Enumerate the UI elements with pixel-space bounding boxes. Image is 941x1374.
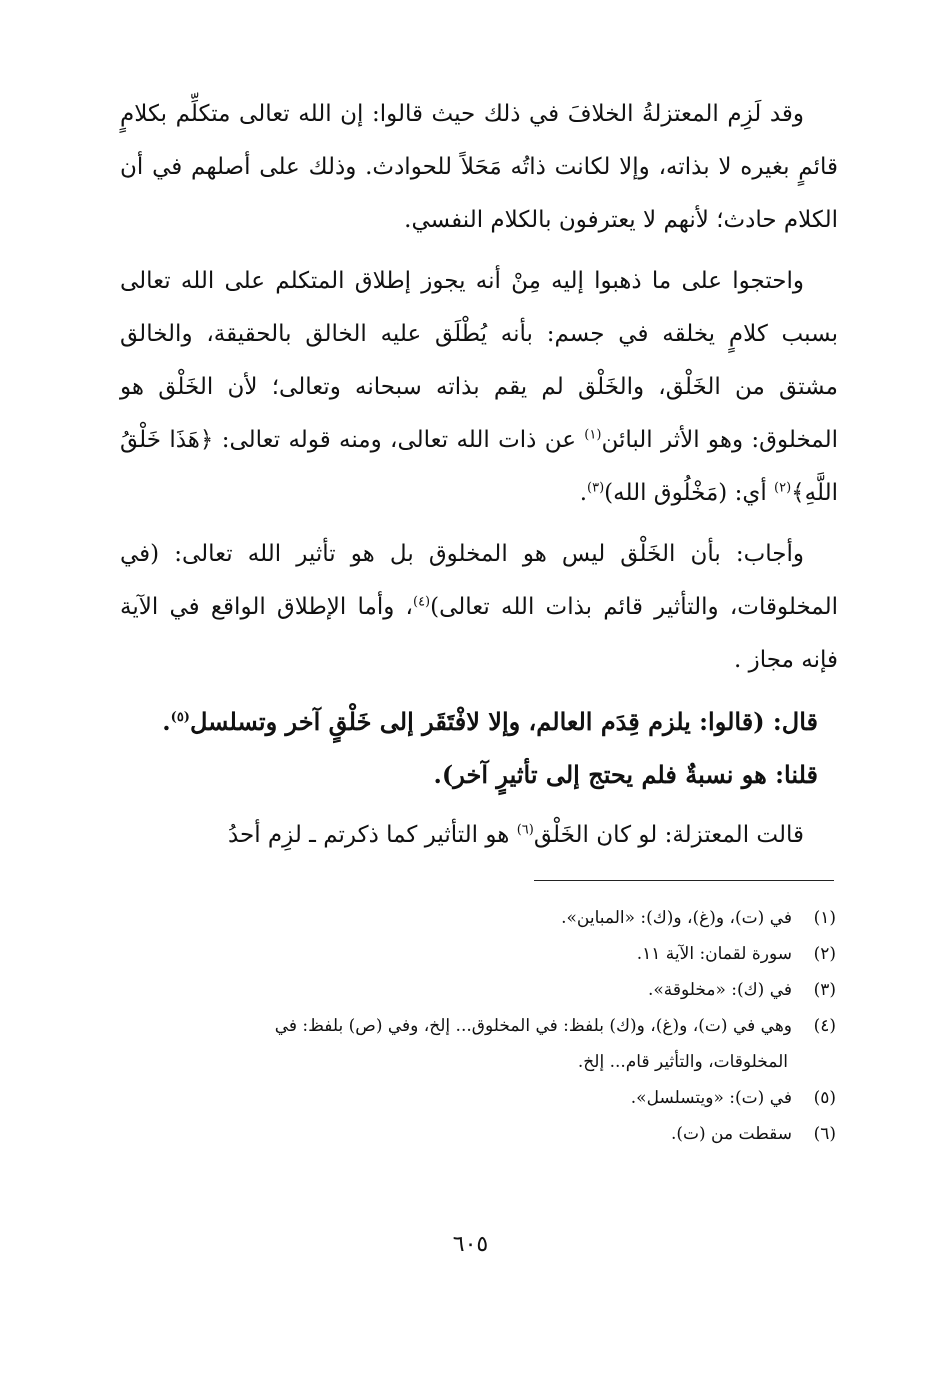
footnote-3-number: (٣)	[813, 980, 836, 1000]
footnote-5-number: (٥)	[813, 1088, 836, 1108]
matn-line-2: قلنا: هو نسبةٌ فلم يحتج إلى تأثيرٍ آخر).	[433, 760, 818, 789]
paragraph-1	[120, 88, 838, 247]
footnote-1-number: (١)	[813, 908, 836, 928]
footnote-6-text: سقطت من (ت).	[670, 1124, 792, 1144]
footnote-ref-1[interactable]: (١)	[584, 427, 602, 443]
paragraph-2-text-c: أي: (مَخْلُوق الله)	[604, 480, 767, 506]
footnote-3-text: في (ك): «مخلوقة».	[647, 980, 792, 1000]
footnote-3	[140, 972, 836, 1008]
matn-quote	[120, 695, 838, 801]
footnote-4-text: وهي في (ت)، و(غ)، و(ك) بلفظ: في المخلوق... إلخ، وفي (ص) بلفظ: في	[274, 1016, 792, 1036]
paragraph-4	[120, 809, 838, 862]
footnote-2-number: (٢)	[813, 944, 836, 964]
footnote-6-number: (٦)	[813, 1124, 836, 1144]
footnote-ref-6[interactable]: (٦)	[516, 822, 534, 838]
footnote-2	[140, 936, 836, 972]
main-text	[120, 88, 838, 870]
footnote-2-text: سورة لقمان: الآية ١١.	[636, 944, 792, 964]
footnote-ref-4[interactable]: (٤)	[412, 594, 431, 610]
paragraph-4-text-b: هو التأثير كما ذكرتم ـ لزِم أحدُ	[227, 822, 510, 848]
matn-line-1-text: قال: (قالوا: يلزم قِدَم العالم، وإلا لافْتَقَر إلى خَلْقٍ آخر وتسلسل	[189, 707, 818, 736]
footnote-ref-2[interactable]: (٢)	[774, 480, 792, 496]
footnote-6	[140, 1116, 836, 1152]
footnote-1-text: في (ت)، و(غ)، و(ك): «المباين».	[561, 908, 792, 928]
footnote-separator	[534, 880, 834, 881]
paragraph-1-text: وقد لَزِم المعتزلةُ الخلافَ في ذلك حيث قالوا: إن الله تعالى متكلِّم بكلامٍ قائمٍ بغيره لا بذاته، وإلا لكانت ذاتُه مَحَلاً للحوادث. وذلك على أصلهم في أن الكلام حادث؛ لأنهم لا يعترفون بالكلام النفسي.	[120, 101, 838, 233]
footnote-4-number: (٤)	[813, 1016, 836, 1036]
matn-line-1-period: .	[162, 707, 171, 736]
paragraph-2-text-a: واحتجوا على ما ذهبوا إليه مِنْ أنه يجوز إطلاق المتكلم على الله تعالى بسبب كلامٍ يخلقه في جسم: بأنه يُطْلَق عليه الخالق بالحقيقة، والخالق مشتق من الخَلْق، والخَلْق لم يقم بذاته سبحانه وتعالى؛ لأن الخَلْق هو المخلوق: وهو الأثر البائن	[120, 268, 839, 453]
page-number: ٦٠٥	[452, 1232, 489, 1257]
matn-line-1	[120, 695, 818, 748]
paragraph-3-text-a: وأجاب: بأن الخَلْق ليس هو المخلوق بل هو تأثير الله تعالى: (في المخلوقات، والتأثير قائم بذات الله تعالى)	[120, 541, 838, 620]
paragraph-2-text-b: عن ذات الله تعالى، ومنه قوله تعالى: ﴿هَذَا خَلْقُ اللَّهِ﴾	[120, 427, 838, 506]
paragraph-4-text-a: قالت المعتزلة: لو كان الخَلْق	[533, 822, 804, 848]
footnote-5-text: في (ت): «ويتسلسل».	[630, 1088, 792, 1108]
paragraph-3-text-b: ، وأما الإطلاق الواقع في الآية فإنه مجاز .	[120, 594, 838, 673]
footnotes	[140, 900, 836, 1152]
footnote-1	[140, 900, 836, 936]
paragraph-2-period: .	[579, 480, 588, 506]
footnote-4	[140, 1008, 836, 1080]
footnote-5	[140, 1080, 836, 1116]
footnote-ref-5[interactable]: (٥)	[170, 710, 190, 725]
footnote-4-continuation: المخلوقات، والتأثير قام... إلخ.	[577, 1052, 788, 1072]
paragraph-3	[120, 528, 838, 687]
footnote-ref-3[interactable]: (٣)	[587, 480, 605, 496]
paragraph-2	[120, 255, 838, 520]
